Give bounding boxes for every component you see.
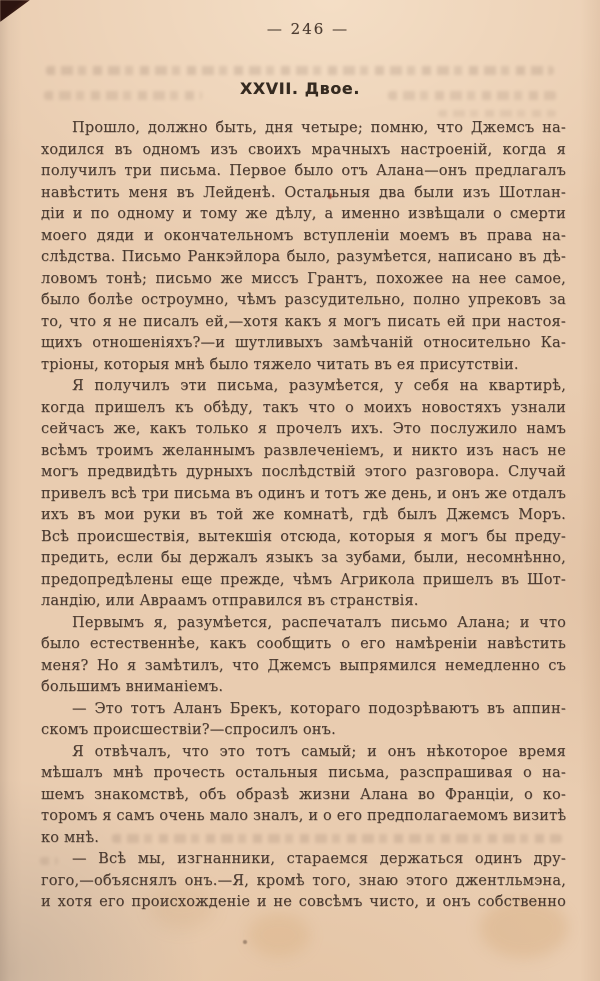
text-line: могъ предвидѣть дурныхъ послѣдствій этого разговора. Случай <box>41 464 566 480</box>
text-line: предопредѣлены еще прежде, чѣмъ Агрикола пришелъ въ Шот- <box>41 571 566 588</box>
text-line: меня? Но я замѣтилъ, что Джемсъ выпрямился немедленно съ <box>41 657 566 674</box>
text-line: Первымъ я, разумѣется, распечаталъ письмо Алана; и что <box>72 614 566 631</box>
page-number: — 246 — <box>266 20 350 38</box>
text-line: мѣшалъ мнѣ прочесть остальныя письма, разспрашивая о на- <box>41 765 566 781</box>
page-corner-mark <box>0 0 30 22</box>
text-line: гого,—объяснялъ онъ.—Я, кромѣ того, знаю этого джентльмэна, <box>41 872 566 889</box>
text-line: было болѣе остроумно, чѣмъ разсудительно, полно упрековъ за <box>41 292 566 308</box>
text-line: скомъ происшествіи?—спросилъ онъ. <box>41 722 336 738</box>
text-line: ходился въ одномъ изъ своихъ мрачныхъ настроеній, когда я <box>41 141 566 158</box>
text-line: всѣмъ троимъ желаннымъ развлеченіемъ, и никто изъ насъ не <box>41 442 566 459</box>
paper-stain <box>248 913 310 957</box>
text-line: — Всѣ мы, изгнанники, стараемся держаться одинъ дру- <box>72 851 566 867</box>
text-line: ко мнѣ. <box>41 829 100 846</box>
chapter-heading: XXVII. Двое. <box>239 79 361 98</box>
text-line: моего дяди и окончательномъ вступленіи моемъ въ права на- <box>41 227 566 244</box>
text-line: Всѣ происшествія, вытекшія отсюда, которыя я могъ бы преду- <box>41 528 566 545</box>
text-line: тріоны, которыя мнѣ было тяжело читать въ ея присутствіи. <box>41 356 519 373</box>
text-line: сейчасъ же, какъ только я прочелъ ихъ. Это послужило намъ <box>41 421 566 437</box>
text-line: ихъ въ мои руки въ той же комнатѣ, гдѣ былъ Джемсъ Моръ. <box>41 507 566 523</box>
text-line: слѣдства. Письмо Ранкэйлора было, разумѣется, написано въ дѣ- <box>41 249 566 265</box>
ink-speck <box>243 940 247 944</box>
text-line: ловомъ тонѣ; письмо же миссъ Грантъ, похожее на нее самое, <box>41 270 566 287</box>
text-line: получилъ три письма. Первое было отъ Алана—онъ предлагалъ <box>41 163 566 179</box>
text-line: большимъ вниманіемъ. <box>41 679 224 695</box>
text-line: Я отвѣчалъ, что это тотъ самый; и онъ нѣкоторое время <box>72 743 566 760</box>
text-line: щихъ отношеніяхъ?—и шутливыхъ замѣчаній относительно Ка- <box>41 335 566 351</box>
text-line: Я получилъ эти письма, разумѣется, у себя на квартирѣ, <box>72 378 566 394</box>
text-line: когда пришелъ къ обѣду, такъ что о моихъ новостяхъ узнали <box>41 399 566 416</box>
text-line: и хотя его происхожденіе и не совсѣмъ чисто, и онъ собственно <box>41 894 566 910</box>
text-line: навѣстить меня въ Лейденѣ. Остальныя два были изъ Шотлан- <box>41 184 566 201</box>
text-line: діи и по одному и тому же дѣлу, а именно извѣщали о смерти <box>41 206 566 222</box>
text-line: торомъ я самъ очень мало зналъ, и о его предполагаемомъ визитѣ <box>41 808 566 824</box>
text-line: Прошло, должно быть, дня четыре; помню, что Джемсъ на- <box>72 120 566 136</box>
text-line: шемъ знакомствѣ, объ образѣ жизни Алана во Франціи, о ко- <box>41 786 566 803</box>
text-line: предить, если бы держалъ языкъ за зубами, были, несомнѣнно, <box>41 550 566 566</box>
text-line: — Это тотъ Аланъ Брекъ, котораго подозрѣваютъ въ аппин- <box>72 700 566 717</box>
text-line: было естественнѣе, какъ сообщить о его намѣреніи навѣстить <box>41 636 566 652</box>
text-line: ландію, или Авраамъ отправился въ странствія. <box>41 593 419 609</box>
text-line: то, что я не писалъ ей,—хотя какъ я могъ писать ей при настоя- <box>41 313 566 330</box>
text-line: привелъ всѣ три письма въ одинъ и тотъ же день, и онъ же отдалъ <box>41 485 566 502</box>
bleed-through-line <box>438 110 556 117</box>
text-body <box>41 118 566 914</box>
bleed-through-line <box>46 66 554 75</box>
